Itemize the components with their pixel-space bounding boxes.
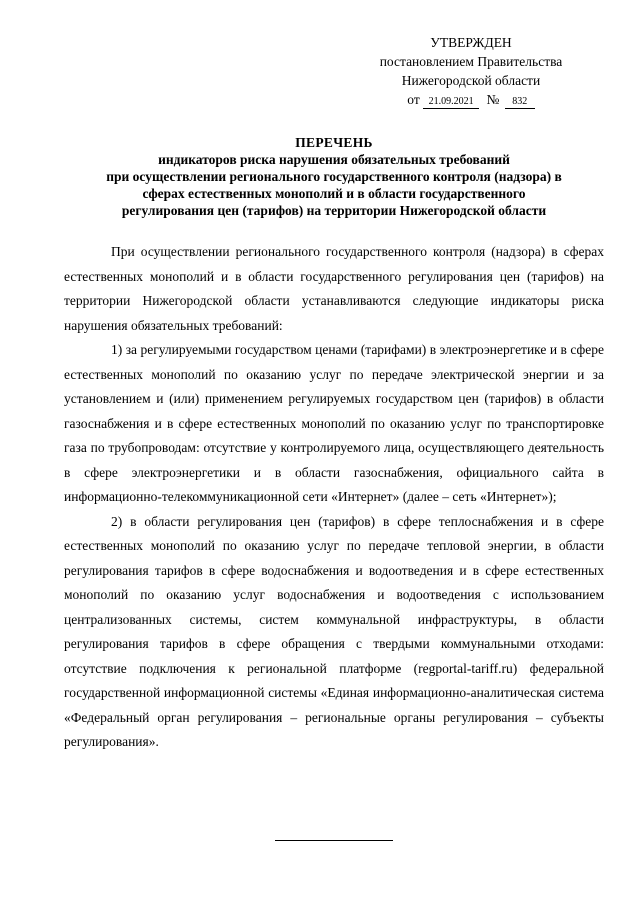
approval-date-line — [372, 90, 570, 109]
title-line-4: регулирования цен (тарифов) на территории Нижегородской области — [121, 203, 547, 218]
approval-stamp — [372, 33, 570, 109]
paragraph-item-1: 1) за регулируемыми государством ценами (тарифами) в электроэнергетике и в сфере естественных монополий по оказанию услуг по передаче электрической энергии и за установлением и (или) применением регулируемых государством цен (тарифов) в области газоснабжения и в сфере естественных монополий по оказанию услуг по транспортировке газа по трубопроводам: отсутствие у контролируемого лица, осуществляющего деятельность в сфере электроэнергетики и в области газоснабжения, официального сайта в информационно-телекоммуникационной сети «Интернет» (далее – сеть «Интернет»); — [64, 342, 604, 504]
approval-heading: УТВЕРЖДЕН — [430, 35, 512, 50]
approval-from-label: от — [407, 92, 420, 107]
paragraph-item-2: 2) в области регулирования цен (тарифов) в сфере теплоснабжения и в сфере естественных монополий по оказанию услуг по передаче тепловой энергии, в области регулирования тарифов в сфере водоснабжения и водоотведения и в сфере естественных монополий по оказанию услуг водоснабжения и водоотведения с использованием централизованных системы, систем коммунальной инфраструктуры, в области регулирования тарифов в сфере обращения с твердыми коммунальными отходами: отсутствие подключения к региональной платформе (regportal-tariff.ru) федеральной государственной информационной системы «Единая информационно-аналитическая система «Федеральный орган регулирования – региональные органы регулирования – субъекты регулирования». — [64, 513, 604, 749]
approval-number: 832 — [505, 96, 535, 109]
document-body — [64, 240, 604, 755]
document-title — [64, 134, 604, 219]
approval-issuer: постановлением Правительства — [379, 54, 563, 69]
approval-date: 21.09.2021 — [423, 96, 479, 109]
title-line-1: индикаторов риска нарушения обязательных требований — [158, 152, 510, 167]
title-line-2: при осуществлении регионального государственного контроля (надзора) в — [106, 169, 562, 184]
end-separator-line — [275, 840, 393, 841]
approval-number-sign: № — [486, 92, 500, 107]
approval-region: Нижегородской области — [401, 73, 541, 88]
title-main: ПЕРЕЧЕНЬ — [295, 135, 373, 150]
title-line-3: сферах естественных монополий и в области государственного — [142, 186, 526, 201]
paragraph-intro: При осуществлении регионального государственного контроля (надзора) в сферах естественных монополий и в области государственного регулирования цен (тарифов) на территории Нижегородской области устанавливаются следующие индикаторы риска нарушения обязательных требований: — [64, 244, 604, 333]
